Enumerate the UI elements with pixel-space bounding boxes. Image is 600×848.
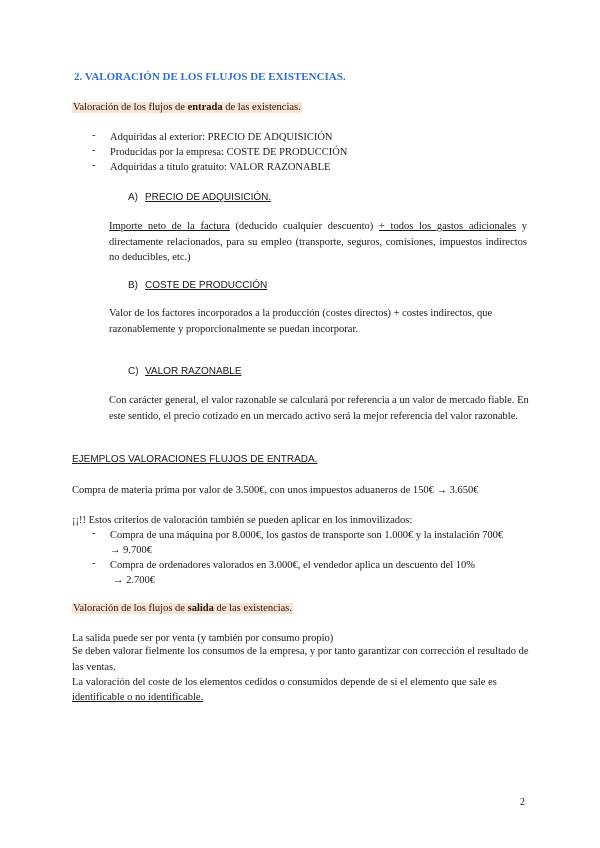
salida-heading-post: de las existencias. bbox=[213, 603, 293, 614]
subheading-c-title: VALOR RAZONABLE bbox=[145, 366, 242, 377]
salida-heading-pre: Valoración de los flujos de bbox=[73, 603, 188, 614]
list-bullet: - bbox=[92, 160, 96, 171]
entrada-heading-post: de las existencias. bbox=[222, 102, 301, 113]
entrada-heading-highlight bbox=[72, 102, 302, 113]
inmov-item-1-line1: Compra de una máquina por 8.000€, los gastos de transporte son 1.000€ y la instalación 700€ bbox=[110, 530, 504, 541]
section-title: 2. VALORACIÓN DE LOS FLUJOS DE EXISTENCIAS. bbox=[74, 71, 346, 83]
sub-a-underline-1: Importe neto de la factura bbox=[109, 221, 230, 232]
list-bullet: - bbox=[92, 528, 96, 539]
sub-c-paragraph: Con carácter general, el valor razonable se calculará por referencia a un valor de mercado fiable. En este sentido, el precio cotizado en un mercado activo será la mejor referencia del valor razonable. bbox=[109, 395, 529, 422]
page-number: 2 bbox=[520, 797, 525, 808]
sub-a-paragraph bbox=[109, 219, 527, 266]
salida-heading-bold: salida bbox=[187, 603, 214, 614]
list-item: Producidas por la empresa: COSTE DE PRODUCCIÓN bbox=[110, 147, 348, 158]
subheading-c-letter: C) bbox=[128, 366, 139, 377]
entrada-heading-pre: Valoración de los flujos de bbox=[73, 102, 188, 113]
sub-b-paragraph: Valor de los factores incorporados a la producción (costes directos) + costes indirectos, que razonablemente y proporcionalmente se puedan incorporar. bbox=[109, 308, 493, 335]
salida-heading-highlight bbox=[72, 603, 293, 614]
ejemplo-1: Compra de materia prima por valor de 3.500€, con unos impuestos aduaneros de 150€ → 3.650€ bbox=[72, 485, 479, 496]
entrada-heading bbox=[72, 100, 302, 115]
salida-heading bbox=[72, 601, 293, 616]
subheading-a-title: PRECIO DE ADQUISICIÓN. bbox=[145, 192, 272, 203]
list-bullet: - bbox=[92, 558, 96, 569]
inmovilizados-note: ¡¡!! Estos criterios de valoración también se pueden aplicar en los inmovilizados: bbox=[72, 515, 413, 526]
salida-line-1: La salida puede ser por venta (y también por consumo propio) bbox=[72, 633, 334, 644]
list-item: Adquiridas al exterior: PRECIO DE ADQUISICIÓN bbox=[110, 132, 333, 143]
sub-a-rest: y directamente relacionados, para su empleo (transporte, seguros, comisiones, impuestos indirectos no deducibles, etc.) bbox=[109, 221, 527, 263]
sub-a-mid: (deducido cualquier descuento) bbox=[229, 221, 379, 232]
salida-line-3-underlined: identificable o no identificable. bbox=[72, 692, 204, 703]
subheading-b-letter: B) bbox=[128, 280, 138, 291]
salida-line-2: Se deben valorar fielmente los consumos de la empresa, y por tanto garantizar con corrección el resultado de las ventas. bbox=[72, 646, 529, 673]
subheading-a-letter: A) bbox=[128, 192, 138, 203]
subheading-b-title: COSTE DE PRODUCCIÓN bbox=[145, 280, 268, 291]
list-bullet: - bbox=[92, 130, 96, 141]
salida-line-3: La valoración del coste de los elementos cedidos o consumidos depende de si el elemento que sale es bbox=[72, 677, 497, 688]
sub-a-underline-2: + todos los gastos adicionales bbox=[378, 221, 517, 232]
list-bullet: - bbox=[92, 145, 96, 156]
inmov-item-1-line2: → 9.700€ bbox=[110, 545, 152, 556]
entrada-heading-bold: entrada bbox=[187, 102, 223, 113]
inmov-item-2-line1: Compra de ordenadores valorados en 3.000€, el vendedor aplica un descuento del 10% bbox=[110, 560, 476, 571]
list-item: Adquiridas a título gratuito: VALOR RAZONABLE bbox=[110, 162, 331, 173]
ejemplos-title: EJEMPLOS VALORACIONES FLUJOS DE ENTRADA. bbox=[72, 454, 318, 465]
inmov-item-2-line2: → 2.700€ bbox=[113, 575, 155, 586]
